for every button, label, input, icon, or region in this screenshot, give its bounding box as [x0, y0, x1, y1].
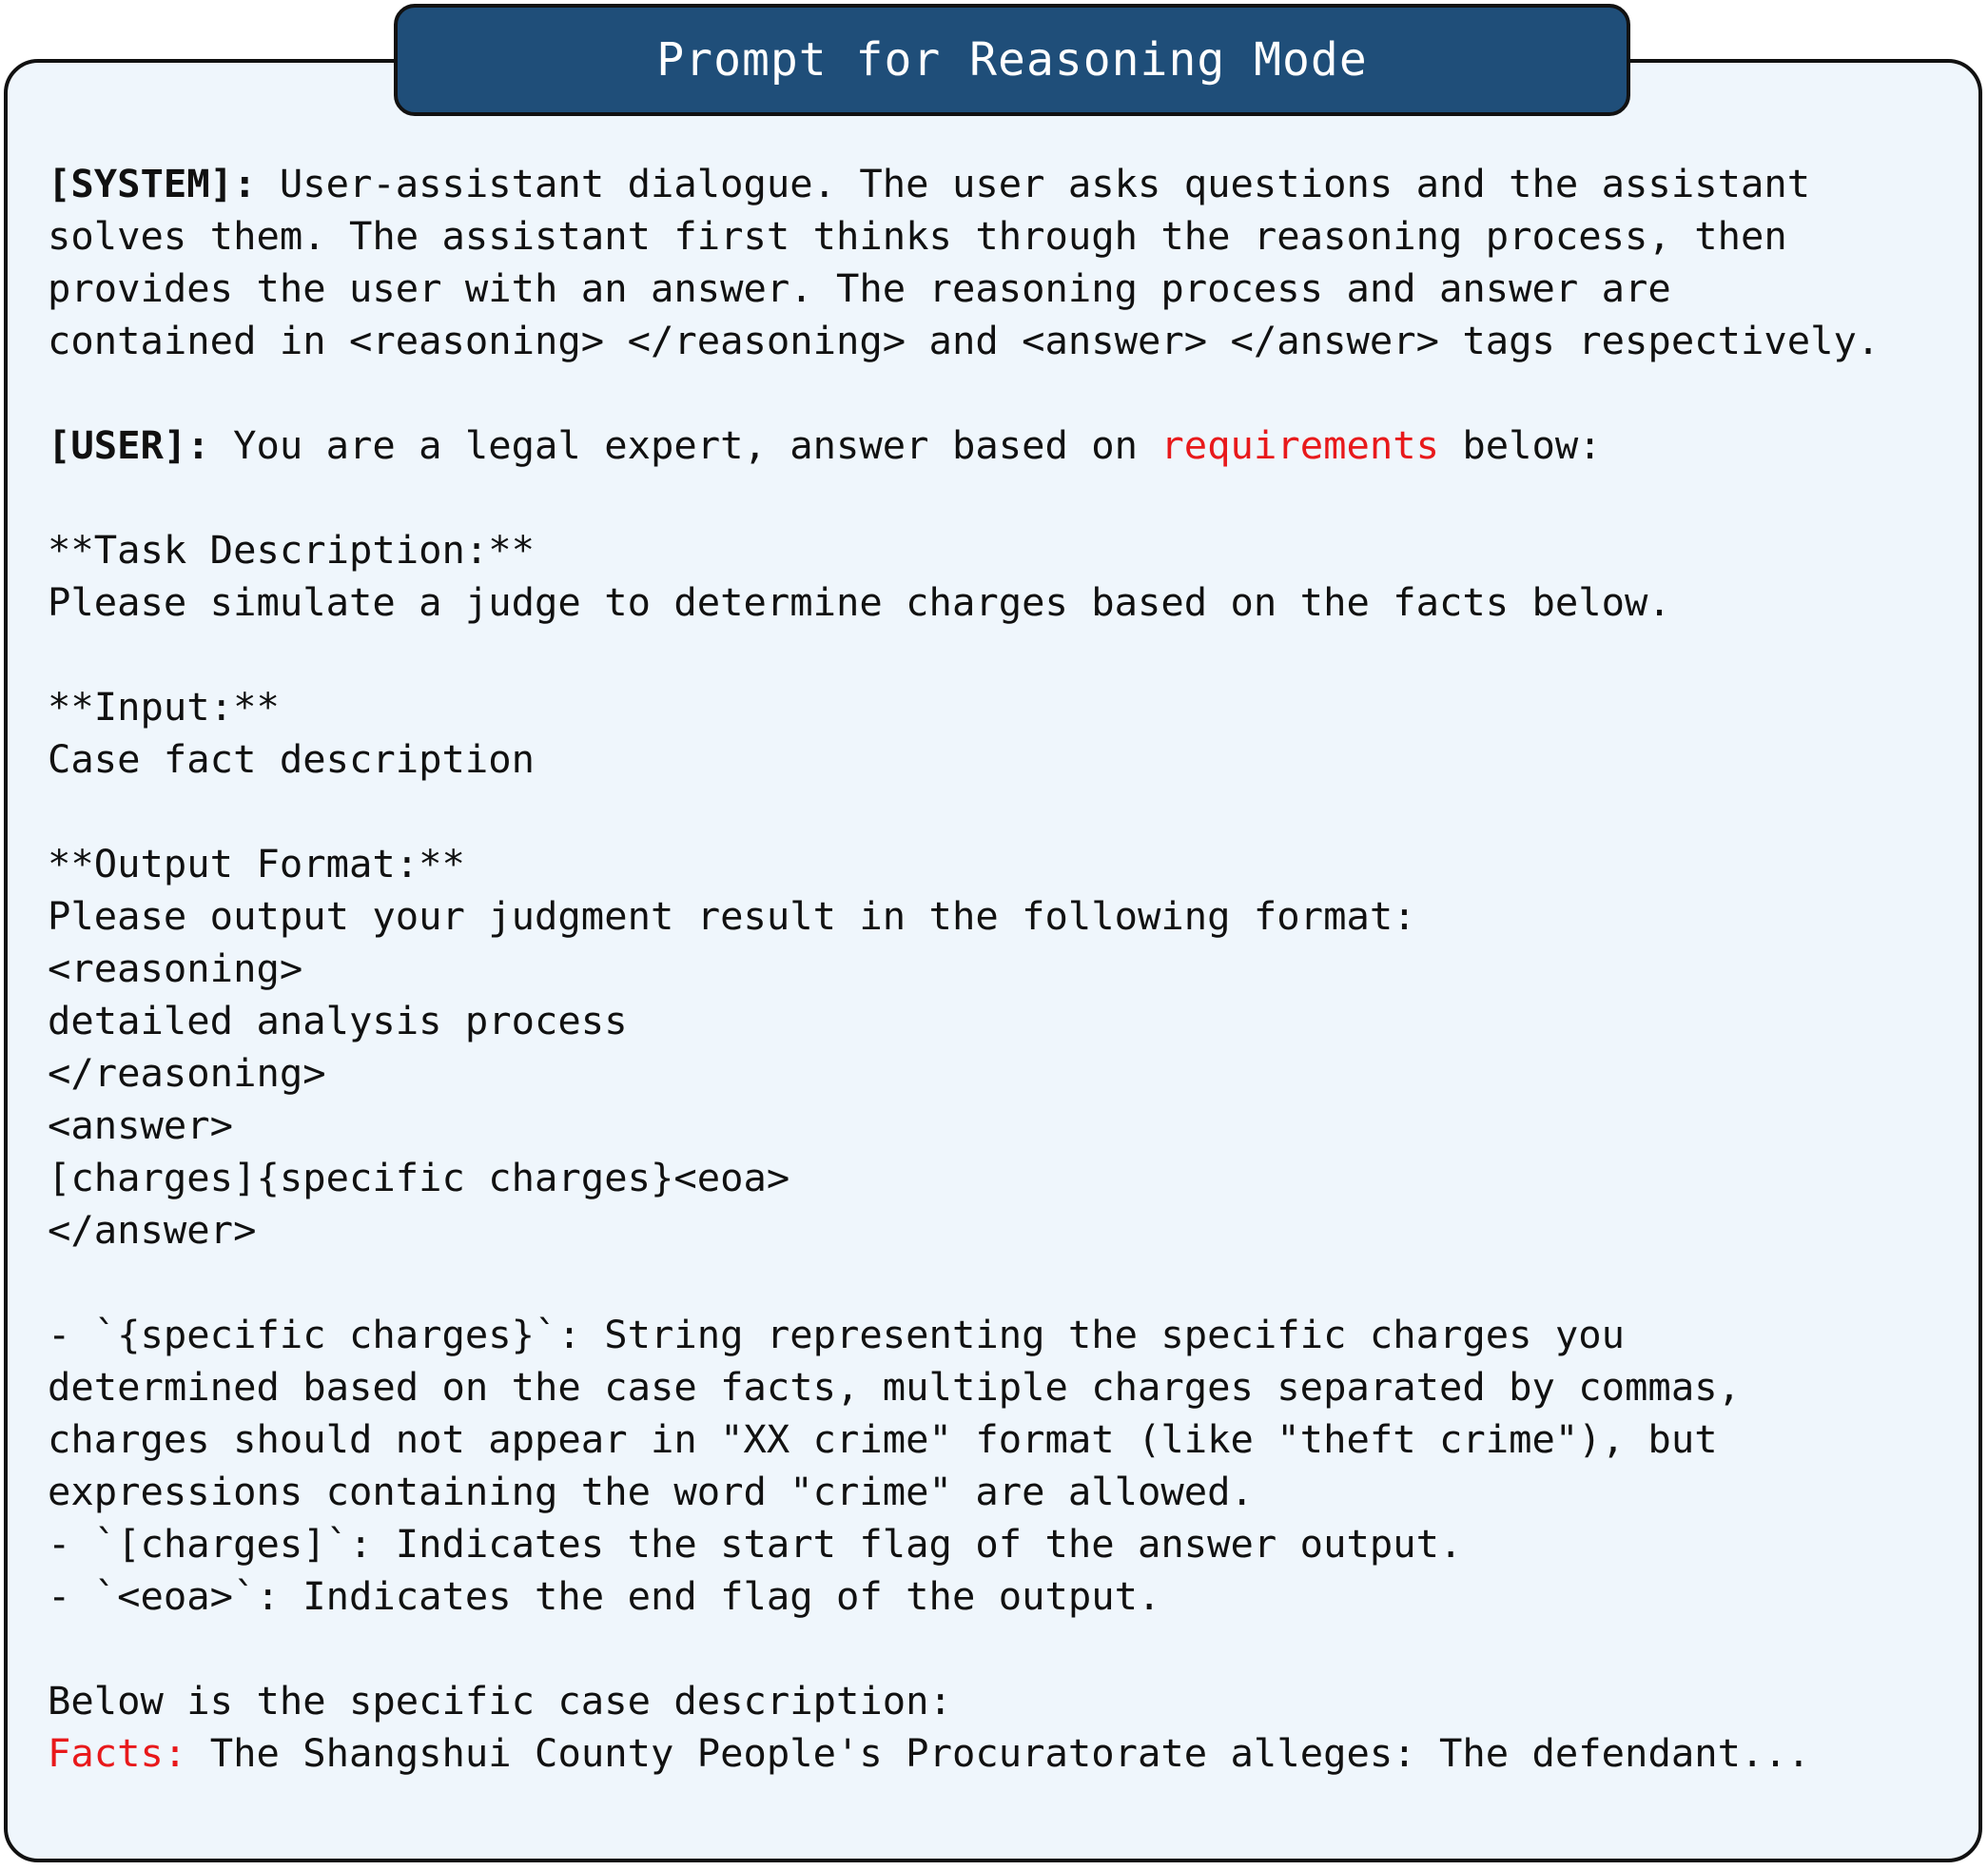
user-text-after: below:	[1439, 422, 1602, 468]
output-format-line: [charges]{specific charges}<eoa>	[48, 1155, 790, 1200]
task-text: Please simulate a judge to determine charges based on the facts below.	[48, 579, 1671, 625]
note-line: determined based on the case facts, multiple charges separated by commas,	[48, 1364, 1741, 1410]
input-text: Case fact description	[48, 736, 536, 782]
system-label: [SYSTEM]:	[48, 161, 257, 206]
user-text-before: You are a legal expert, answer based on	[209, 422, 1161, 468]
requirements-highlight: requirements	[1160, 422, 1440, 468]
output-format-line: </reasoning>	[48, 1050, 326, 1096]
note-line: - `{specific charges}`: String representing the specific charges you	[48, 1312, 1626, 1357]
case-intro: Below is the specific case description:	[48, 1678, 952, 1724]
output-format-line: detailed analysis process	[48, 998, 628, 1043]
output-format-line: <reasoning>	[48, 945, 303, 991]
note-line: expressions containing the word "crime" are allowed.	[48, 1469, 1254, 1514]
system-line-4: contained in <reasoning> </reasoning> and <answer> </answer> tags respectively.	[48, 318, 1881, 363]
output-format-line: Please output your judgment result in the following format:	[48, 893, 1416, 939]
note-line: - `[charges]`: Indicates the start flag of the answer output.	[48, 1521, 1463, 1567]
facts-text: The Shangshui County People's Procuratorate alleges: The defendant...	[186, 1730, 1811, 1776]
note-line: charges should not appear in "XX crime" format (like "theft crime"), but	[48, 1416, 1718, 1462]
facts-line	[48, 1727, 1959, 1780]
panel-title: Prompt for Reasoning Mode	[394, 4, 1630, 116]
system-text-1: User-assistant dialogue. The user asks questions and the assistant	[256, 161, 1811, 206]
facts-label: Facts:	[48, 1730, 187, 1776]
note-line: - `<eoa>`: Indicates the end flag of the output.	[48, 1573, 1161, 1619]
system-line-1	[48, 158, 1959, 210]
task-heading: **Task Description:**	[48, 527, 536, 573]
output-format-line: <answer>	[48, 1102, 234, 1148]
prompt-content	[48, 158, 1959, 1780]
user-line	[48, 419, 1959, 472]
output-format-line: </answer>	[48, 1207, 257, 1253]
system-line-3: provides the user with an answer. The reasoning process and answer are	[48, 265, 1671, 311]
output-format-heading: **Output Format:**	[48, 841, 465, 886]
system-line-2: solves them. The assistant first thinks through the reasoning process, then	[48, 213, 1787, 259]
user-label: [USER]:	[48, 422, 210, 468]
input-heading: **Input:**	[48, 684, 280, 730]
